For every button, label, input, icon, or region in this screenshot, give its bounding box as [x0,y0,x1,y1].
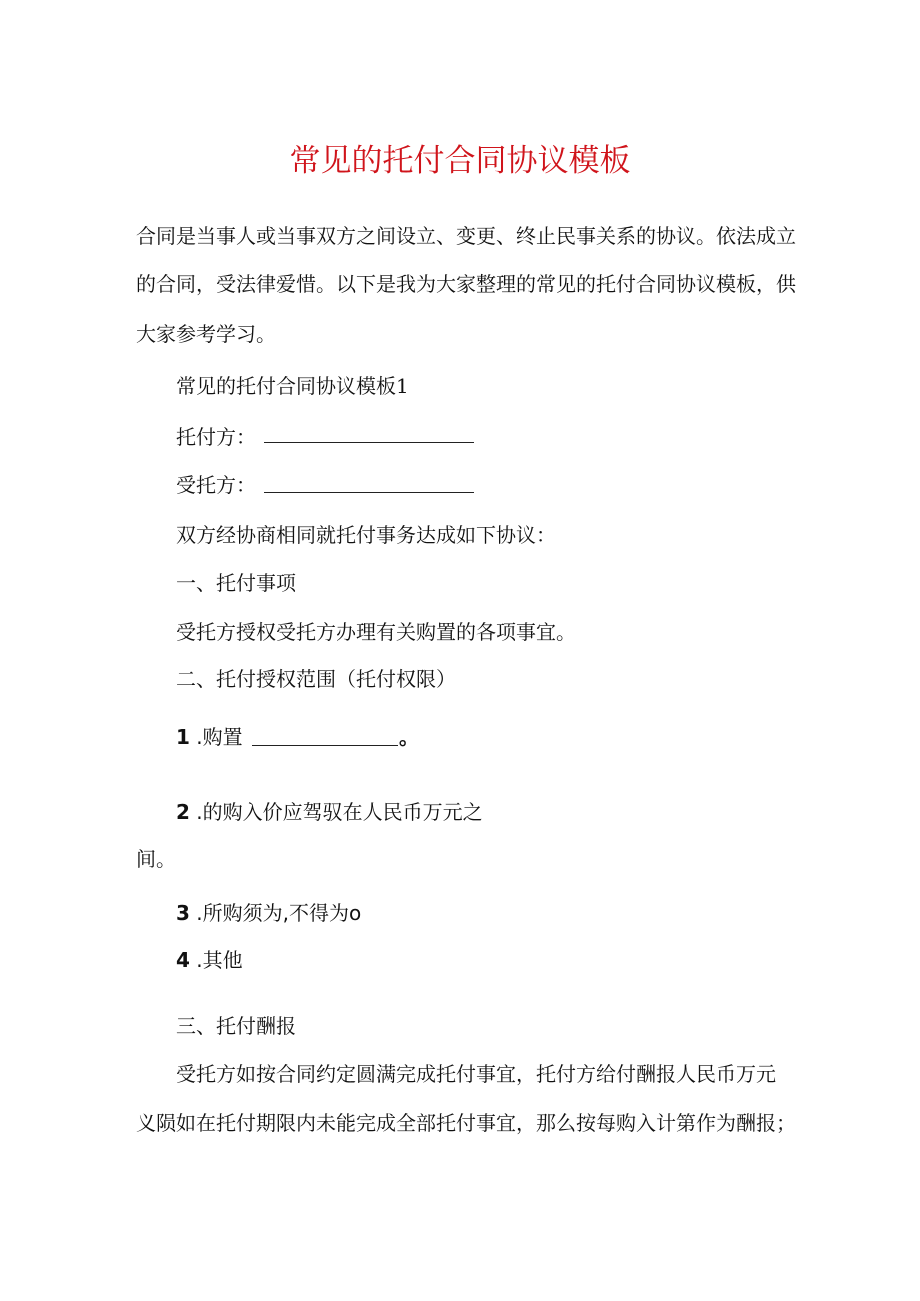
principal-blank-line [264,442,474,443]
clause-2 [176,798,483,826]
agreement-intro: 双方经协商相同就托付事务达成如下协议： [176,523,556,547]
agent-label: 受托方： [176,473,256,497]
intro-line-1: 合同是当事人或当事双方之间设立、变更、终止民事关系的协议。依法成立 [136,224,796,248]
clause-4-text: .其他 [196,948,243,972]
item3-line-2: 义陨如在托付期限内未能完成全部托付事宜，那么按每购入计第作为酬报； [136,1111,796,1135]
intro-line-3: 大家参考学习。 [136,322,276,346]
item3-line-1: 受托方如按合同约定圆满完成托付事宜，托付方给付酬报人民币万元 [176,1062,776,1086]
item2-heading: 二、托付授权范围（托付权限） [176,667,456,691]
item1-body: 受托方授权受托方办理有关购置的各项事宜。 [176,620,576,644]
clause-3 [176,899,361,927]
item1-heading: 一、托付事项 [176,571,296,595]
clause-3-number: 3 [176,901,190,925]
document-title: 常见的托付合同协议模板 [289,143,631,179]
clause-1-number: 1 [176,725,190,749]
clause-4 [176,946,243,974]
clause-2-continuation: 间。 [136,847,176,871]
clause-1-text: .购置 [196,725,243,749]
clause-1-blank-line [252,745,398,746]
clause-2-number: 2 [176,800,190,824]
clause-2-text: .的购入价应驾驭在人民币万元之 [196,800,483,824]
clause-1-suffix: 。 [399,725,419,749]
intro-line-2: 的合同，受法律爱惜。以下是我为大家整理的常见的托付合同协议模板，供 [136,272,796,296]
clause-1 [176,723,243,751]
principal-label: 托付方： [176,425,256,449]
agent-blank-line [264,492,474,493]
clause-3-text: .所购须为,不得为o [196,901,362,925]
clause-4-number: 4 [176,948,190,972]
section-heading: 常见的托付合同协议模板1 [176,374,409,398]
item3-heading: 三、托付酬报 [176,1014,296,1038]
